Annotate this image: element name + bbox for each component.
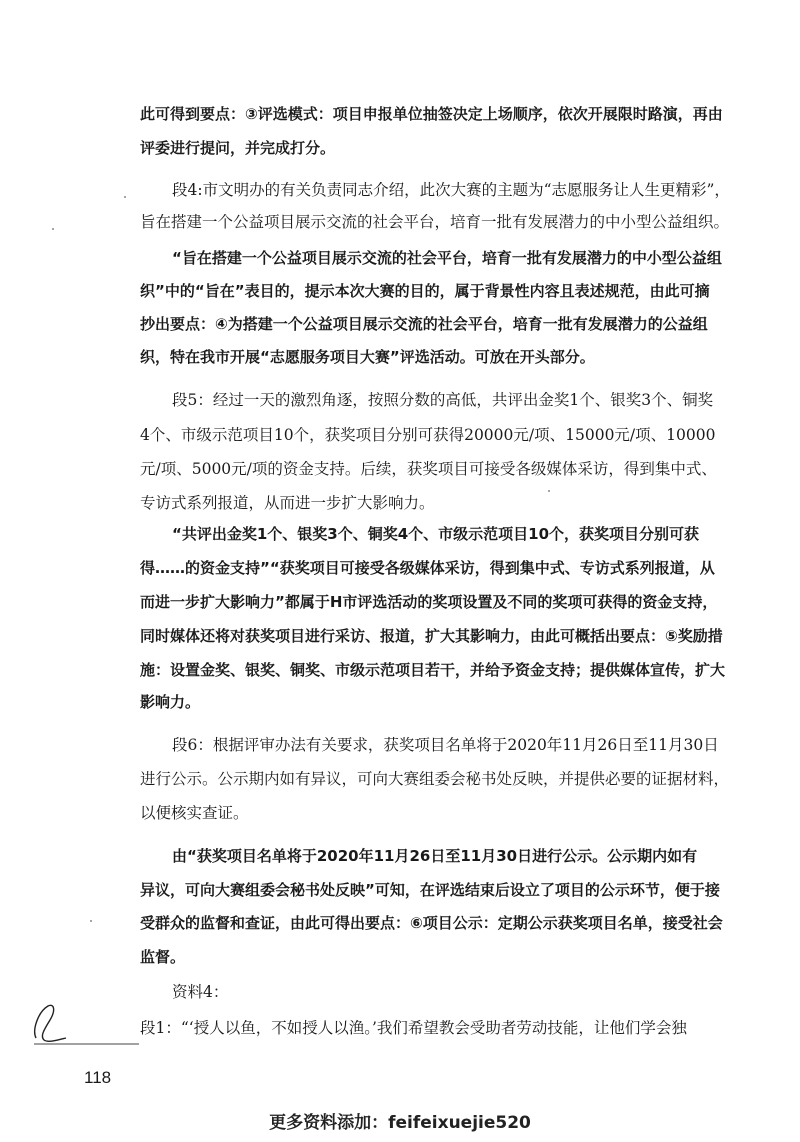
text-line: 受群众的监督和查证，由此可得出要点：⑥项目公示：定期公示获奖项目名单，接受社会 (140, 914, 723, 932)
text-line: 而进一步扩大影响力”都属于H市评选活动的奖项设置及不同的奖项可获得的资金支持， (140, 593, 718, 611)
scan-speck (52, 228, 54, 230)
text-line: 织，特在我市开展“志愿服务项目大赛”评选活动。可放在开头部分。 (140, 348, 595, 366)
text-line: 织”中的“旨在”表目的，提示本次大赛的目的，属于背景性内容且表述规范，由此可摘 (140, 282, 710, 300)
text-line: 评委进行提问，并完成打分。 (140, 139, 336, 157)
text-line: “共评出金奖1个、银奖3个、铜奖4个、市级示范项目10个，获奖项目分别可获 (172, 525, 700, 543)
text-line: 专访式系列报道，从而进一步扩大影响力。 (140, 494, 435, 512)
text-line: 段5：经过一天的激烈角逐，按照分数的高低，共评出金奖1个、银奖3个、铜奖 (172, 391, 714, 409)
text-line: 进行公示。公示期内如有异议，可向大赛组委会秘书处反映，并提供必要的证据材料， (140, 770, 730, 788)
text-line: 以便核实查证。 (140, 804, 249, 822)
text-line: 此可得到要点：③评选模式：项目申报单位抽签决定上场顺序，依次开展限时路演，再由 (140, 105, 723, 123)
text-line: 元/项、5000元/项的资金支持。后续，获奖项目可接受各级媒体采访，得到集中式、 (140, 460, 717, 478)
scan-speck (548, 490, 550, 492)
text-line: 旨在搭建一个公益项目展示交流的社会平台，培育一批有发展潜力的中小型公益组织。 (140, 213, 730, 231)
footer-note: 更多资料添加：feifeixuejie520 (269, 1113, 531, 1133)
text-line: 异议，可向大赛组委会秘书处反映”可知，在评选结束后设立了项目的公示环节，便于接 (140, 881, 720, 899)
text-line: 资料4： (172, 983, 229, 1001)
page-number: 118 (84, 1068, 112, 1087)
text-line: “旨在搭建一个公益项目展示交流的社会平台，培育一批有发展潜力的中小型公益组 (172, 249, 722, 267)
text-line: 抄出要点：④为搭建一个公益项目展示交流的社会平台，培育一批有发展潜力的公益组 (140, 315, 708, 333)
signature-mark (14, 1000, 144, 1050)
text-line: 段4:市文明办的有关负责同志介绍，此次大赛的主题为“志愿服务让人生更精彩”， (172, 181, 730, 199)
text-line: 4个、市级示范项目10个，获奖项目分别可获得20000元/项、15000元/项、10000 (140, 426, 716, 444)
text-line: 施：设置金奖、银奖、铜奖、市级示范项目若干，并给予资金支持；提供媒体宣传，扩大 (140, 661, 726, 679)
text-line: 影响力。 (140, 693, 201, 711)
text-line: 得……的资金支持”“获奖项目可接受各级媒体采访，得到集中式、专访式系列报道，从 (140, 559, 715, 577)
scan-speck (124, 196, 126, 198)
text-line: 段1：“‘授人以鱼，不如授人以渔。’我们希望教会受助者劳动技能，让他们学会独 (140, 1019, 687, 1037)
scan-speck (90, 920, 92, 922)
text-line: 监督。 (140, 948, 186, 966)
text-line: 由“获奖项目名单将于2020年11月26日至11月30日进行公示。公示期内如有 (172, 847, 698, 865)
text-line: 同时媒体还将对获奖项目进行采访、报道，扩大其影响力，由此可概括出要点：⑤奖励措 (140, 627, 723, 645)
text-line: 段6：根据评审办法有关要求，获奖项目名单将于2020年11月26日至11月30日 (172, 736, 719, 754)
